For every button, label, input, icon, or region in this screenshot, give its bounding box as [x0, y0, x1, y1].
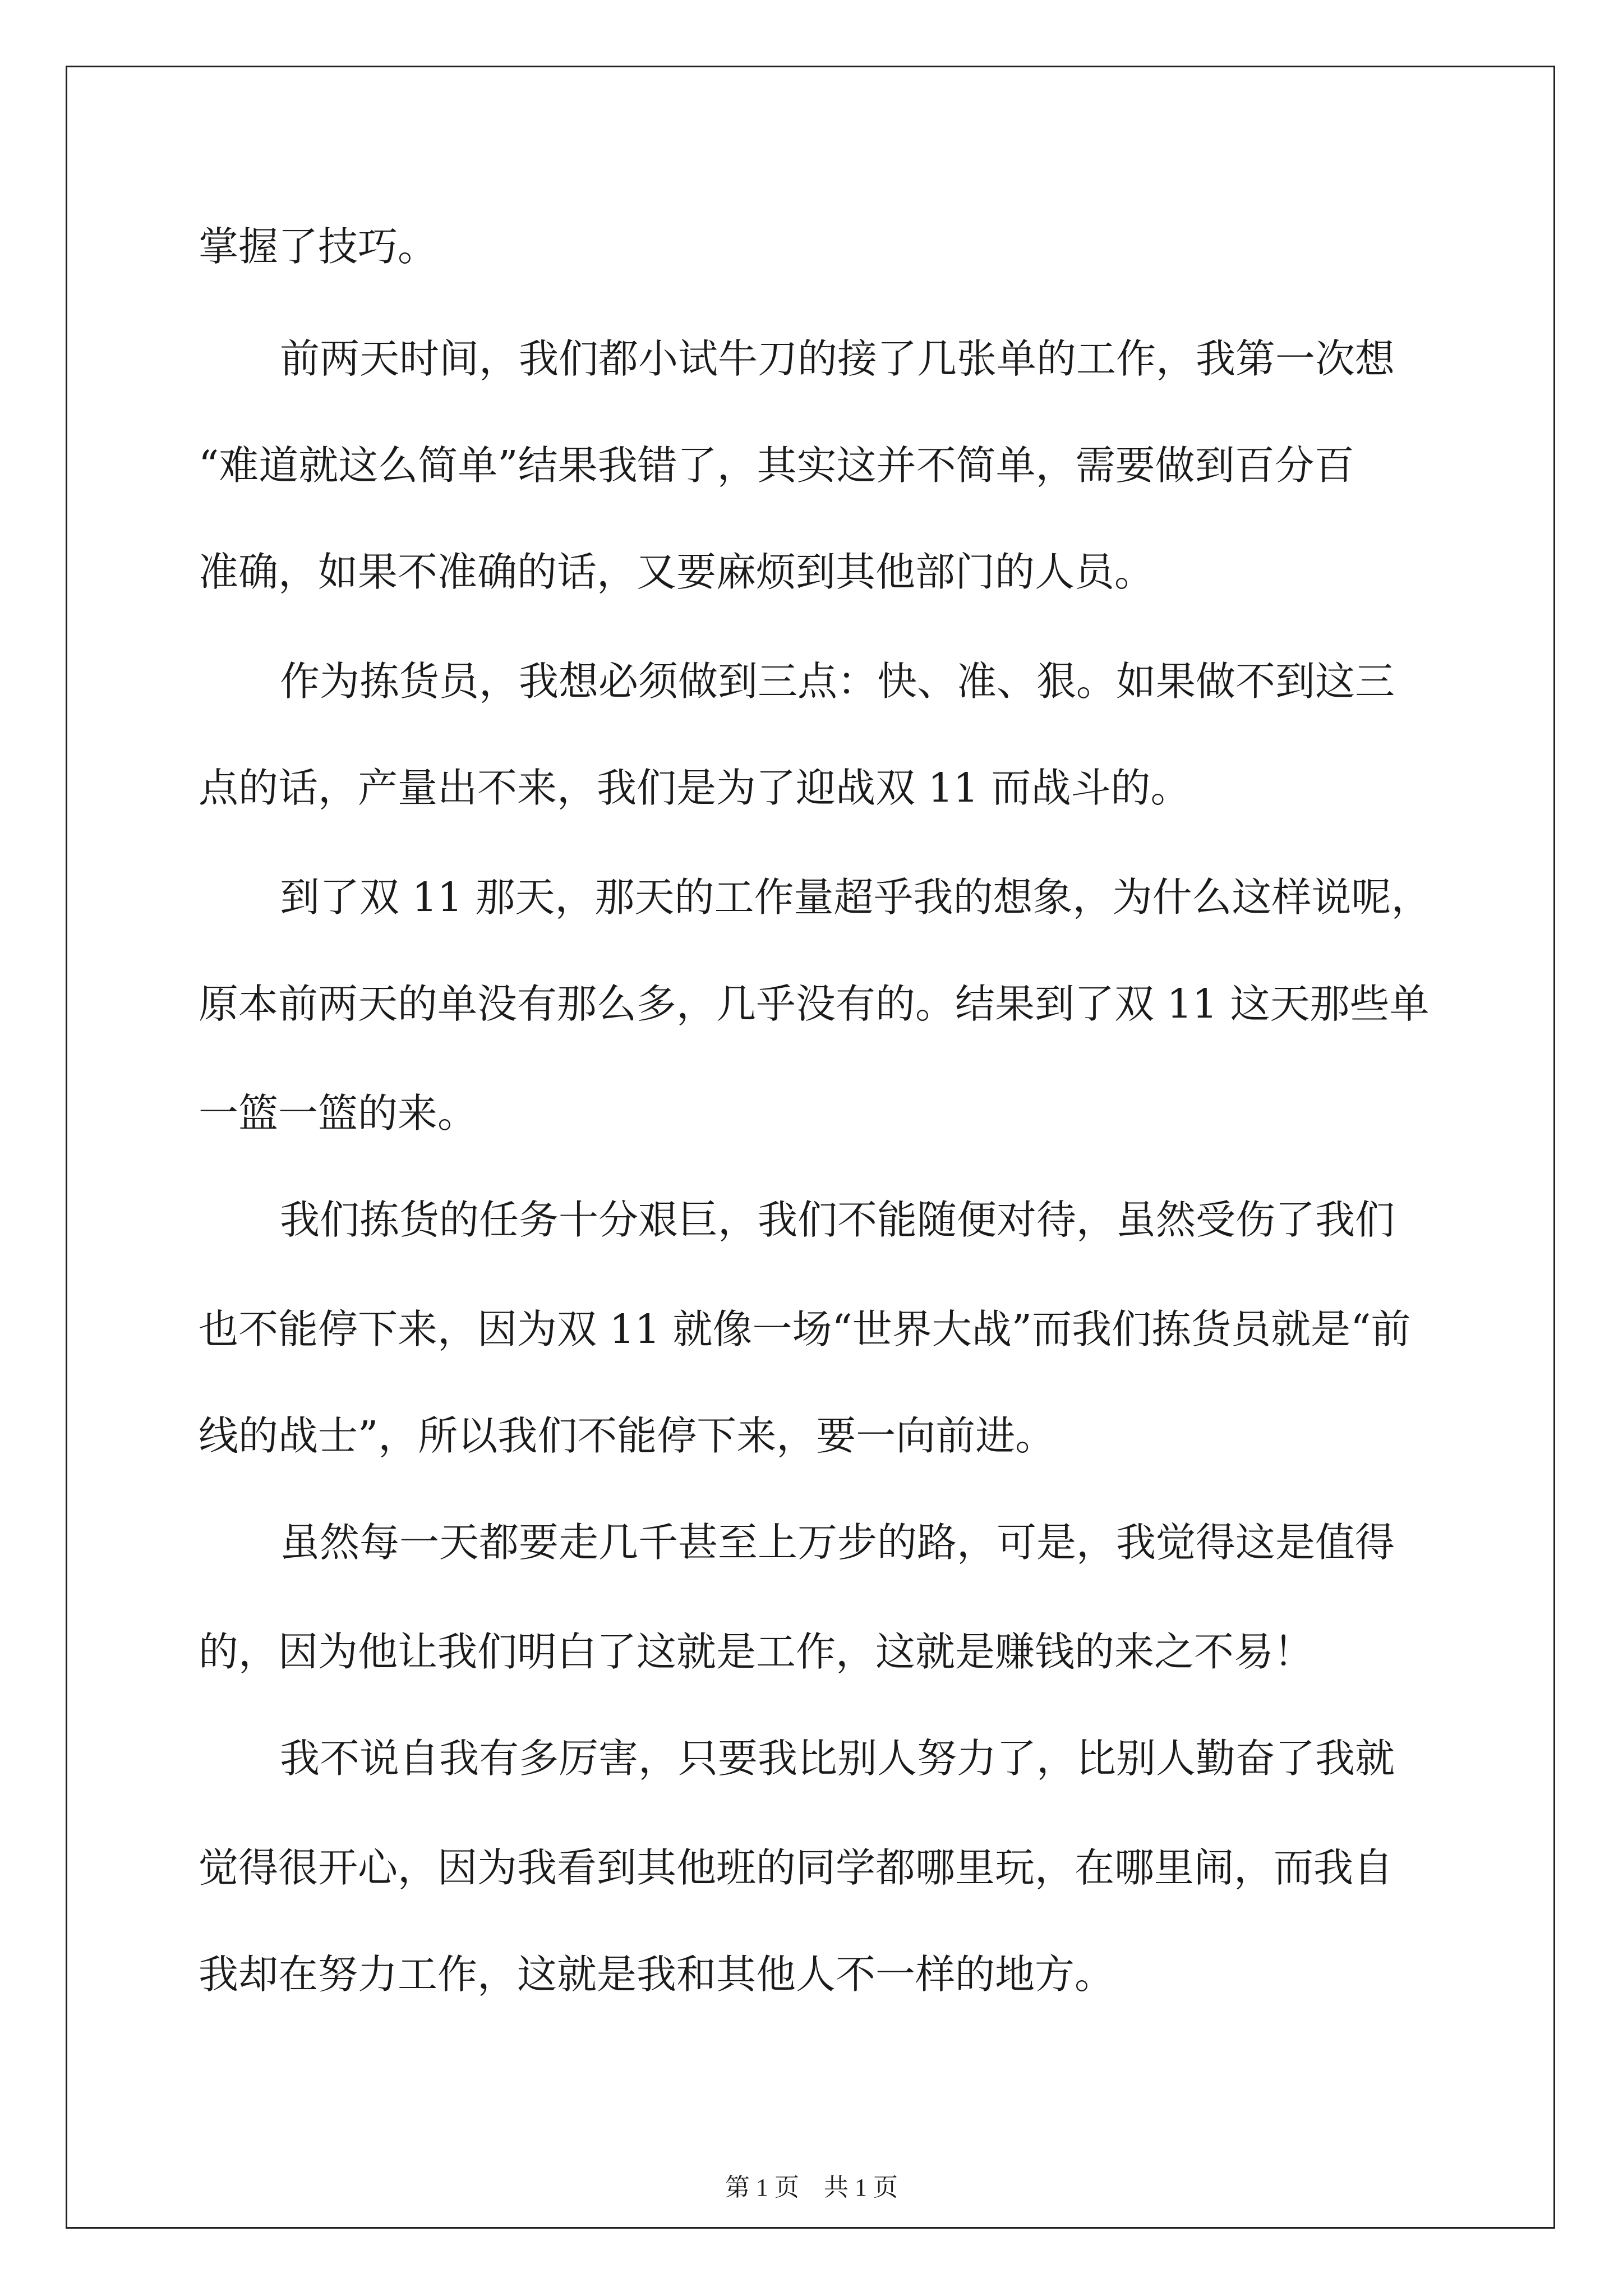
text-line: 觉得很开心，因为我看到其他班的同学都哪里玩，在哪里闹，而我自	[199, 1844, 1394, 1891]
text-line: 我却在努力工作，这就是我和其他人不一样的地方。	[199, 1951, 1115, 1998]
text-line: 原本前两天的单没有那么多，几乎没有的。结果到了双 11 这天那些单	[199, 981, 1430, 1027]
text-line: 的，因为他让我们明白了这就是工作，这就是赚钱的来之不易！	[199, 1628, 1314, 1675]
text-line: 线的战士”，所以我们不能停下来，要一向前进。	[199, 1412, 1055, 1459]
page-footer: 第 1 页 共 1 页	[725, 2174, 898, 2201]
text-line: 前两天时间，我们都小试牛刀的接了几张单的工作，我第一次想	[280, 335, 1395, 382]
text-line: 我们拣货的任务十分艰巨，我们不能随便对待，虽然受伤了我们	[280, 1197, 1395, 1243]
text-line: 掌握了技巧。	[199, 223, 438, 270]
text-line: 一篮一篮的来。	[199, 1090, 478, 1137]
text-line: 我不说自我有多厉害，只要我比别人努力了，比别人勤奋了我就	[280, 1735, 1395, 1782]
text-line: 也不能停下来，因为双 11 就像一场“世界大战”而我们拣货员就是“前	[199, 1306, 1411, 1352]
text-line: 点的话，产量出不来，我们是为了迎战双 11 而战斗的。	[199, 765, 1191, 811]
text-line: 到了双 11 那天，那天的工作量超乎我的想象，为什么这样说呢，	[280, 874, 1431, 921]
text-line: 准确，如果不准确的话，又要麻烦到其他部门的人员。	[199, 549, 1155, 595]
text-line: 虽然每一天都要走几千甚至上万步的路，可是，我觉得这是值得	[280, 1519, 1395, 1566]
page-border	[66, 66, 1555, 2229]
text-line: 作为拣货员，我想必须做到三点：快、准、狠。如果做不到这三	[280, 658, 1395, 705]
text-line: “难道就这么简单”结果我错了，其实这并不简单，需要做到百分百	[199, 442, 1354, 489]
